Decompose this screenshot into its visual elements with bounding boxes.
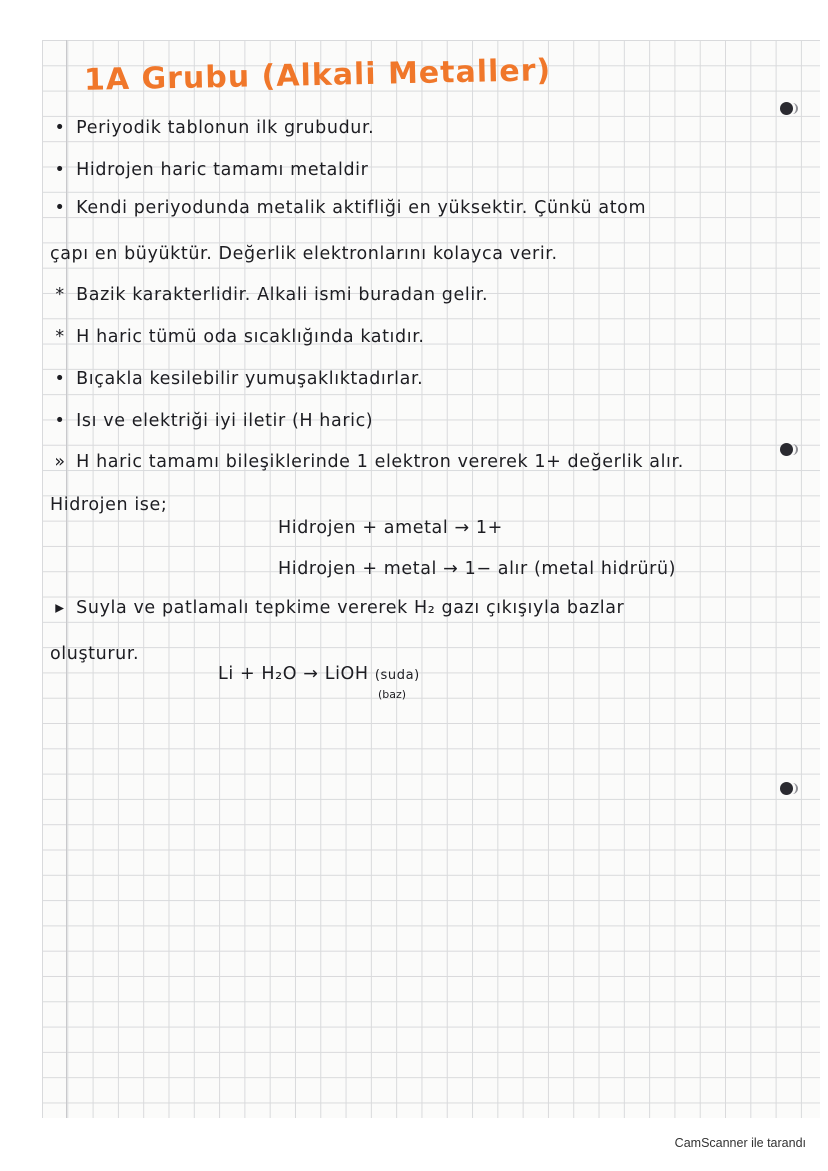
arrow-bullet-icon: » bbox=[54, 452, 66, 472]
note-line: oluşturur. bbox=[50, 644, 140, 664]
hydrogen-metal-equation: Hidrojen + metal → 1− alır (metal hidrürü) bbox=[278, 559, 677, 579]
note-line: • Periyodik tablonun ilk grubudur. bbox=[50, 118, 374, 138]
note-line: • Hidrojen haric tamamı metaldir bbox=[50, 160, 368, 180]
binder-hole-icon bbox=[780, 782, 793, 795]
note-line: • Bıçakla kesilebilir yumuşaklıktadırlar. bbox=[50, 369, 423, 389]
lithium-reaction: Li + H₂O → LiOH (suda) bbox=[218, 664, 420, 684]
binder-hole-icon bbox=[780, 102, 793, 115]
bullet-icon: • bbox=[54, 160, 66, 180]
note-line: » H haric tamamı bileşiklerinde 1 elektron vererek 1+ değerlik alır. bbox=[50, 452, 684, 472]
scanner-footer: CamScanner ile tarandı bbox=[674, 1136, 806, 1150]
arrow-bullet-icon: ▸ bbox=[55, 598, 65, 618]
page-title: 1A Grubu (Alkali Metaller) bbox=[83, 53, 552, 98]
note-line: ▸ Suyla ve patlamalı tepkime vererek H₂ gazı çıkışıyla bazlar bbox=[50, 598, 624, 618]
note-line: Hidrojen ise; bbox=[50, 495, 168, 515]
binder-hole-icon bbox=[780, 443, 793, 456]
bullet-icon: • bbox=[54, 118, 66, 138]
hydrogen-ametal-equation: Hidrojen + ametal → 1+ bbox=[278, 518, 503, 538]
bullet-icon: • bbox=[54, 198, 66, 218]
base-note: (baz) bbox=[378, 688, 407, 701]
bullet-icon: • bbox=[54, 369, 66, 389]
note-line: • Kendi periyodunda metalik aktifliği en yüksektir. Çünkü atom bbox=[50, 198, 646, 218]
note-line: * H haric tümü oda sıcaklığında katıdır. bbox=[50, 327, 425, 347]
note-line: • Isı ve elektriği iyi iletir (H haric) bbox=[50, 411, 373, 431]
star-bullet-icon: * bbox=[55, 327, 65, 347]
note-line: * Bazik karakterlidir. Alkali ismi buradan gelir. bbox=[50, 285, 488, 305]
note-line: çapı en büyüktür. Değerlik elektronlarını kolayca verir. bbox=[50, 244, 558, 264]
star-bullet-icon: * bbox=[55, 285, 65, 305]
bullet-icon: • bbox=[54, 411, 66, 431]
